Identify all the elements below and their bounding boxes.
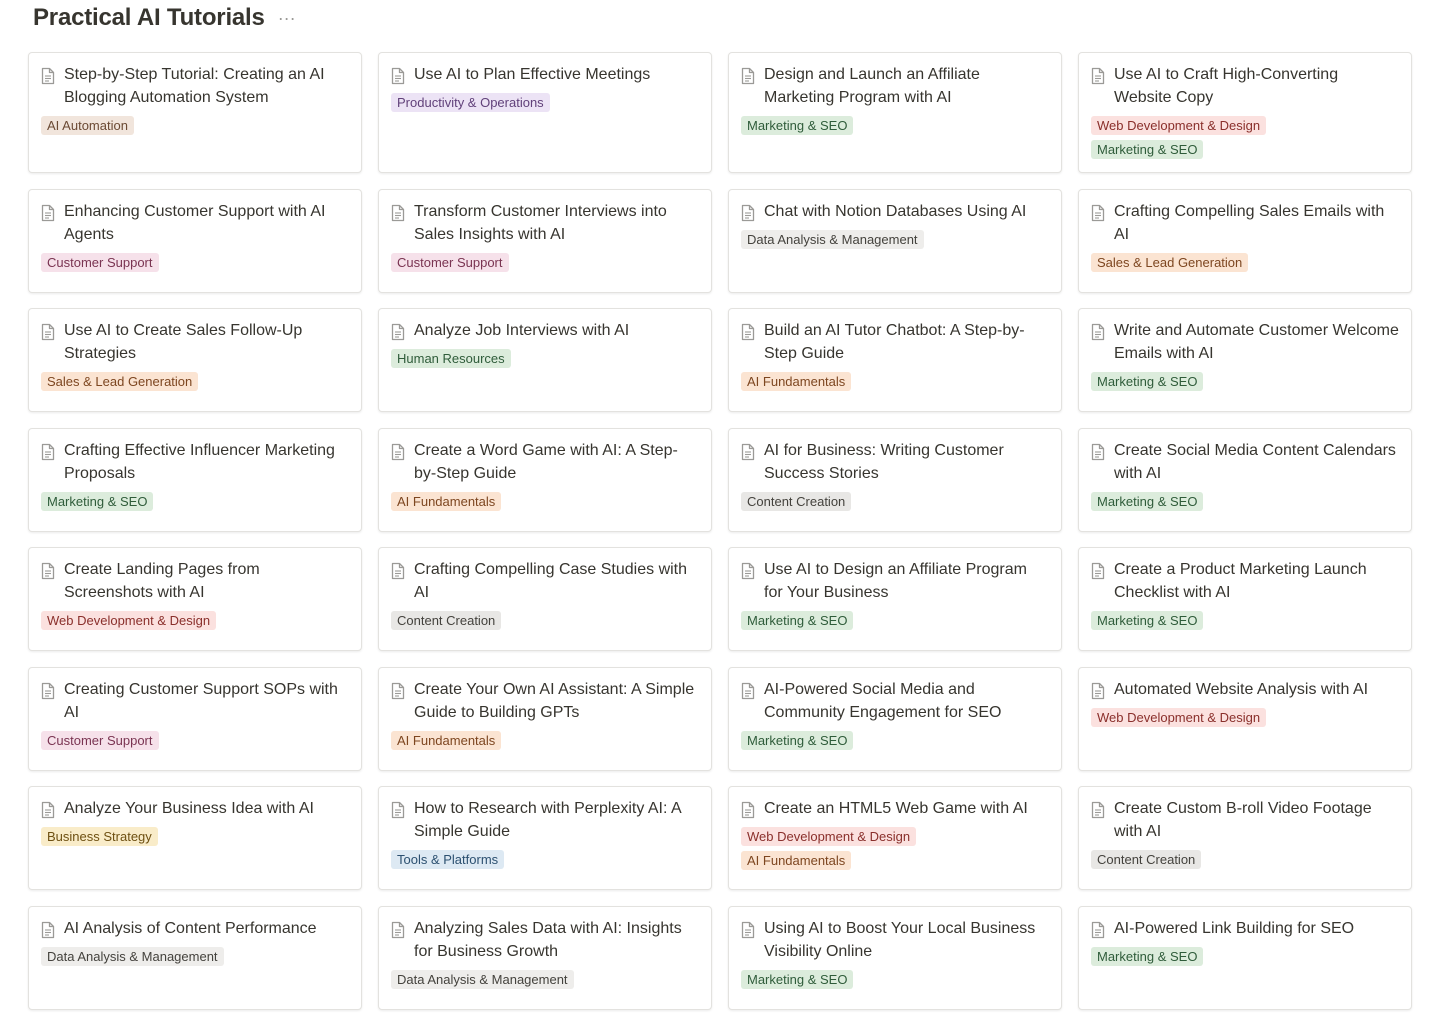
card-title: Create Your Own AI Assistant: A Simple Guide to Building GPTs [414,681,695,721]
card-tags [741,827,1049,870]
page-icon [1090,323,1106,341]
category-tag: Customer Support [41,731,159,750]
page-title: Practical AI Tutorials [33,4,265,31]
tutorial-card[interactable] [1078,308,1412,412]
page-icon [740,204,756,222]
card-tags [41,116,349,135]
card-tags [1091,253,1399,272]
tutorial-card[interactable] [28,428,362,532]
tutorial-card[interactable] [28,189,362,293]
card-title: AI-Powered Social Media and Community Engagement for SEO [764,681,1002,721]
page-icon [390,682,406,700]
tutorial-card[interactable] [28,667,362,771]
category-tag: Marketing & SEO [1091,947,1203,966]
page-icon [40,67,56,85]
card-tags [741,611,1049,630]
card-tags [41,253,349,272]
card-title: Transform Customer Interviews into Sales Insights with AI [414,203,667,243]
page-icon [40,443,56,461]
tutorial-card[interactable] [728,786,1062,890]
card-tags [41,372,349,391]
page-icon [390,204,406,222]
card-title: Build an AI Tutor Chatbot: A Step-by-Step Guide [764,322,1025,362]
category-tag: Tools & Platforms [391,850,504,869]
tutorial-card[interactable] [28,786,362,890]
category-tag: Marketing & SEO [741,116,853,135]
category-tag: Web Development & Design [1091,116,1266,135]
card-tags [1091,116,1399,159]
card-title: Create an HTML5 Web Game with AI [764,800,1028,817]
card-tags [391,970,699,989]
tutorial-card[interactable] [728,189,1062,293]
card-title: Chat with Notion Databases Using AI [764,203,1027,220]
card-title: Create a Product Marketing Launch Checklist with AI [1114,561,1367,601]
page-icon [740,921,756,939]
card-tags [41,611,349,630]
tutorial-card[interactable] [1078,547,1412,651]
card-title: AI for Business: Writing Customer Success Stories [764,442,1004,482]
page-icon [740,323,756,341]
category-tag: AI Fundamentals [741,851,851,870]
tutorial-card[interactable] [1078,52,1412,173]
tutorial-card[interactable] [1078,667,1412,771]
card-title: AI-Powered Link Building for SEO [1114,920,1355,937]
card-title: Analyze Your Business Idea with AI [64,800,314,817]
tutorial-card[interactable] [378,906,712,1010]
tutorial-card[interactable] [1078,428,1412,532]
page-icon [740,562,756,580]
more-options-icon[interactable]: ··· [277,8,296,28]
card-title: Write and Automate Customer Welcome Emails with AI [1114,322,1399,362]
card-title: Create Social Media Content Calendars with AI [1114,442,1396,482]
page-icon [40,562,56,580]
tutorial-card[interactable] [728,308,1062,412]
category-tag: Web Development & Design [41,611,216,630]
category-tag: Customer Support [391,253,509,272]
card-title: Using AI to Boost Your Local Business Visibility Online [764,920,1036,960]
card-tags [391,492,699,511]
card-title: Design and Launch an Affiliate Marketing Program with AI [764,66,980,106]
page-icon [1090,67,1106,85]
page-icon [390,562,406,580]
category-tag: Marketing & SEO [1091,140,1203,159]
category-tag: AI Fundamentals [391,492,501,511]
category-tag: Marketing & SEO [1091,372,1203,391]
page-icon [40,204,56,222]
card-tags [391,731,699,750]
card-title: Automated Website Analysis with AI [1114,681,1369,698]
tutorial-card[interactable] [28,906,362,1010]
card-tags [41,731,349,750]
category-tag: Web Development & Design [741,827,916,846]
card-title: Create a Word Game with AI: A Step-by-Step Guide [414,442,678,482]
card-title: Use AI to Craft High-Converting Website Copy [1114,66,1339,106]
page-header [33,0,297,36]
card-title: Crafting Effective Influencer Marketing Proposals [64,442,335,482]
card-title: Create Custom B-roll Video Footage with AI [1114,800,1372,840]
page-icon [1090,443,1106,461]
card-tags [741,731,1049,750]
card-tags [1091,708,1399,727]
page-icon [740,801,756,819]
card-tags [391,253,699,272]
tutorial-card[interactable] [378,667,712,771]
tutorial-card[interactable] [728,906,1062,1010]
category-tag: Customer Support [41,253,159,272]
tutorial-card[interactable] [728,667,1062,771]
tutorial-card[interactable] [378,547,712,651]
card-tags [741,230,1049,249]
tutorial-card[interactable] [28,308,362,412]
page-icon [390,921,406,939]
card-title: Creating Customer Support SOPs with AI [64,681,338,721]
category-tag: Content Creation [1091,850,1201,869]
card-tags [391,349,699,368]
tutorial-card[interactable] [1078,906,1412,1010]
page-icon [740,67,756,85]
page-icon [40,801,56,819]
category-tag: AI Automation [41,116,134,135]
page-icon [1090,801,1106,819]
page-icon [390,323,406,341]
card-tags [1091,850,1399,869]
page-icon [1090,921,1106,939]
page-icon [740,443,756,461]
category-tag: AI Fundamentals [741,372,851,391]
category-tag: Marketing & SEO [741,970,853,989]
card-tags [1091,492,1399,511]
card-tags [1091,372,1399,391]
category-tag: Sales & Lead Generation [1091,253,1248,272]
category-tag: Human Resources [391,349,511,368]
card-title: Create Landing Pages from Screenshots with AI [64,561,260,601]
card-tags [391,93,699,112]
card-title: Crafting Compelling Sales Emails with AI [1114,203,1385,243]
tutorial-card[interactable] [28,547,362,651]
page-icon [1090,562,1106,580]
card-tags [741,492,1049,511]
card-title: Analyzing Sales Data with AI: Insights for Business Growth [414,920,682,960]
page-icon [40,323,56,341]
card-title: Step-by-Step Tutorial: Creating an AI Blogging Automation System [64,66,325,106]
page-icon [1090,682,1106,700]
page-icon [390,443,406,461]
page-icon [1090,204,1106,222]
category-tag: Marketing & SEO [741,611,853,630]
tutorial-card[interactable] [378,52,712,173]
card-tags [741,372,1049,391]
tutorial-card[interactable] [378,308,712,412]
category-tag: Marketing & SEO [741,731,853,750]
category-tag: AI Fundamentals [391,731,501,750]
category-tag: Data Analysis & Management [741,230,924,249]
category-tag: Marketing & SEO [41,492,153,511]
category-tag: Marketing & SEO [1091,611,1203,630]
card-tags [1091,947,1399,966]
card-tags [741,970,1049,989]
page-icon [390,801,406,819]
card-title: Use AI to Design an Affiliate Program for Your Business [764,561,1027,601]
category-tag: Data Analysis & Management [391,970,574,989]
category-tag: Web Development & Design [1091,708,1266,727]
card-tags [41,492,349,511]
card-tags [391,611,699,630]
tutorial-card[interactable] [378,428,712,532]
card-title: Crafting Compelling Case Studies with AI [414,561,688,601]
page-icon [40,921,56,939]
card-tags [41,947,349,966]
tutorial-card[interactable] [28,52,362,173]
category-tag: Productivity & Operations [391,93,550,112]
card-tags [741,116,1049,135]
tutorial-card[interactable] [728,547,1062,651]
card-title: AI Analysis of Content Performance [64,920,317,937]
page-icon [740,682,756,700]
tutorial-card[interactable] [728,428,1062,532]
category-tag: Content Creation [741,492,851,511]
category-tag: Marketing & SEO [1091,492,1203,511]
card-title: Enhancing Customer Support with AI Agents [64,203,326,243]
category-tag: Data Analysis & Management [41,947,224,966]
tutorial-card[interactable] [1078,189,1412,293]
card-title: Use AI to Create Sales Follow-Up Strategies [64,322,303,362]
tutorial-card[interactable] [1078,786,1412,890]
category-tag: Sales & Lead Generation [41,372,198,391]
card-title: Use AI to Plan Effective Meetings [414,66,651,83]
card-title: How to Research with Perplexity AI: A Simple Guide [414,800,681,840]
page-icon [40,682,56,700]
card-title: Analyze Job Interviews with AI [414,322,630,339]
tutorial-card[interactable] [728,52,1062,173]
card-tags [1091,611,1399,630]
page-icon [390,67,406,85]
card-tags [41,827,349,846]
category-tag: Content Creation [391,611,501,630]
tutorial-card[interactable] [378,786,712,890]
card-tags [391,850,699,869]
tutorial-card[interactable] [378,189,712,293]
category-tag: Business Strategy [41,827,158,846]
